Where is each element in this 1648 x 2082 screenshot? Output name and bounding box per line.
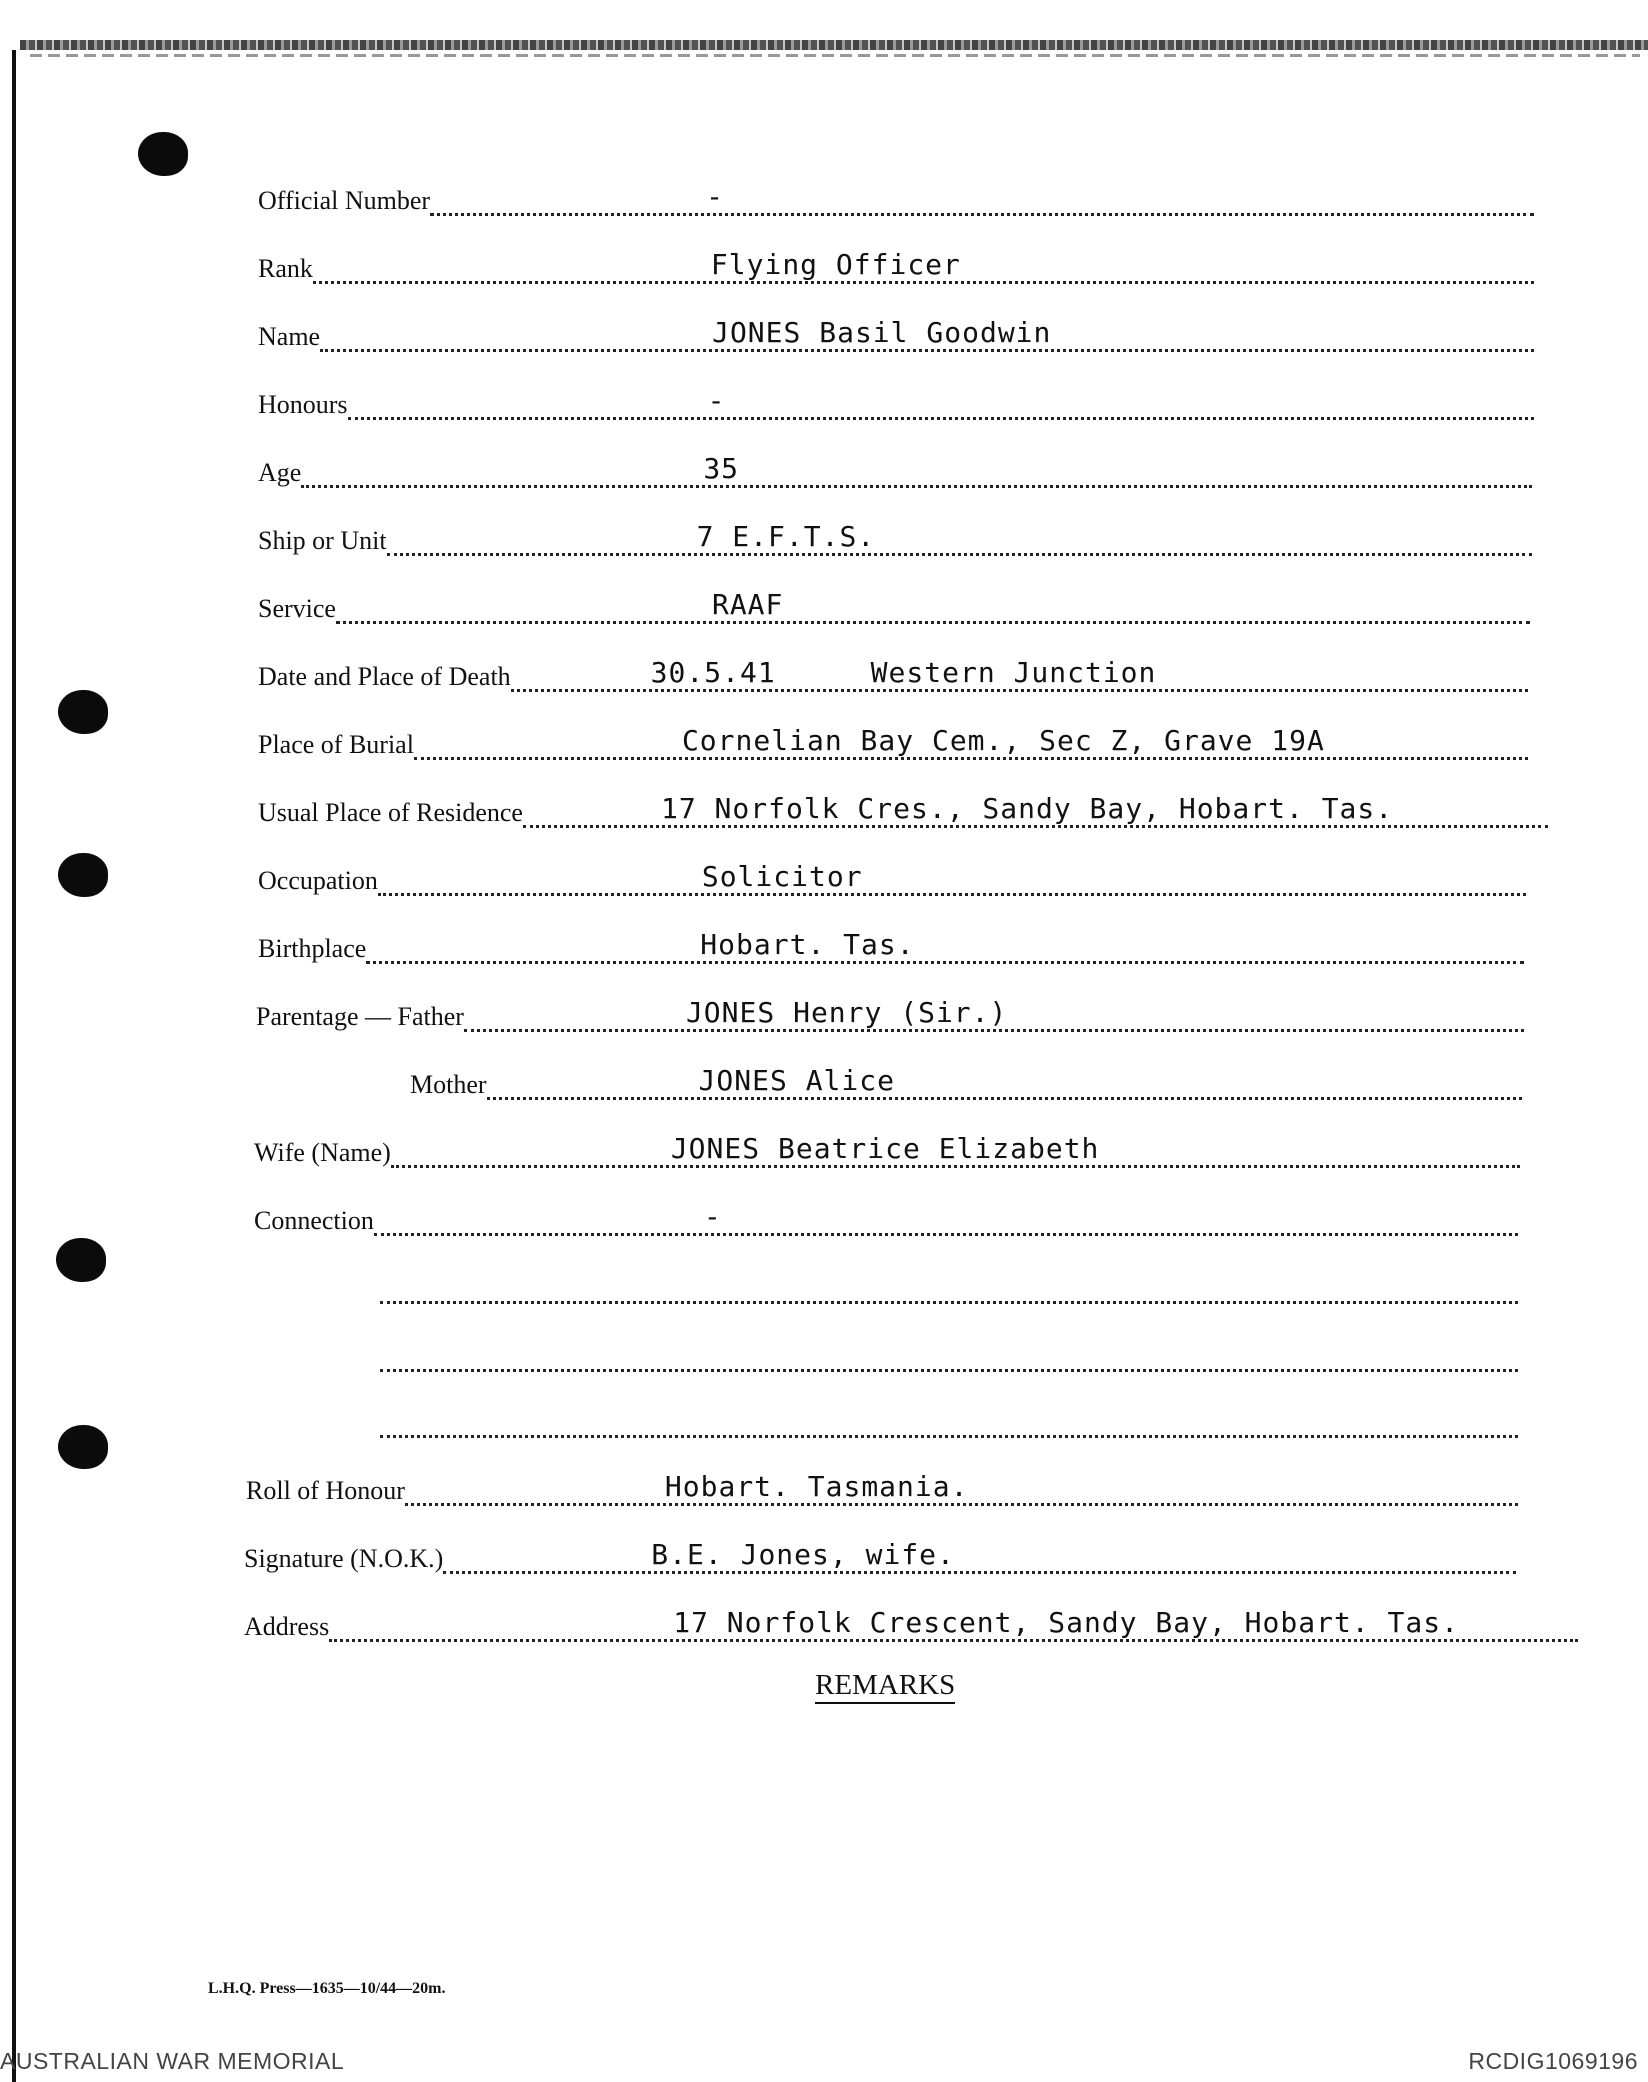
scan-left-edge (12, 50, 16, 2082)
footer-record-id: RCDIG1069196 (1468, 2048, 1638, 2074)
field-line (511, 653, 1528, 692)
scan-top-edge-trace (30, 54, 1640, 57)
field-value: JONES Basil Goodwin (712, 316, 1052, 349)
field-value-place: Western Junction (870, 656, 1157, 689)
field-label: Usual Place of Residence (258, 798, 523, 827)
connection-continuation-line (380, 1406, 1518, 1442)
field-value: Hobart. Tas. (700, 928, 915, 961)
field-label: Honours (258, 390, 348, 419)
field-value: JONES Beatrice Elizabeth (670, 1132, 1100, 1165)
field-value-date: 30.5.41 (650, 656, 776, 689)
field-connection (254, 1200, 1518, 1240)
field-father (256, 996, 1524, 1036)
field-line (380, 1265, 1518, 1304)
field-line (374, 1197, 1518, 1236)
field-line (378, 857, 1526, 896)
field-label: Birthplace (258, 934, 367, 963)
field-death (258, 656, 1528, 696)
field-label: Place of Burial (258, 730, 414, 759)
connection-continuation-line (380, 1272, 1518, 1308)
field-value: 17 Norfolk Cres., Sandy Bay, Hobart. Tas. (660, 792, 1394, 825)
field-birthplace (258, 928, 1524, 968)
field-value: - (703, 1200, 722, 1233)
field-value: 35 (703, 452, 740, 485)
field-label: Name (258, 322, 321, 351)
field-line (301, 449, 1532, 488)
field-line (366, 925, 1524, 964)
field-value: Hobart. Tasmania. (664, 1470, 969, 1503)
field-name (258, 316, 1534, 356)
scan-top-edge (20, 40, 1648, 50)
punch-hole-icon (56, 1238, 106, 1282)
field-line (336, 585, 1530, 624)
field-value: Cornelian Bay Cem., Sec Z, Grave 19A (681, 724, 1325, 757)
field-line (313, 245, 1534, 284)
field-label: Wife (Name) (254, 1138, 391, 1167)
field-label: Roll of Honour (246, 1476, 405, 1505)
field-ship-or-unit (258, 520, 1532, 560)
field-signature (244, 1538, 1516, 1578)
field-label: Connection (254, 1206, 374, 1235)
field-label: Ship or Unit (258, 526, 387, 555)
field-value: Flying Officer (710, 248, 961, 281)
field-label: Signature (N.O.K.) (244, 1544, 444, 1573)
field-value: - (707, 384, 726, 417)
field-residence (258, 792, 1548, 832)
field-label: Mother (410, 1070, 487, 1099)
footer-institution: AUSTRALIAN WAR MEMORIAL (0, 2048, 345, 2074)
field-line (523, 789, 1548, 828)
field-value: - (706, 180, 724, 213)
field-line (329, 1603, 1578, 1642)
field-label: Service (258, 594, 336, 623)
punch-hole-icon (58, 690, 108, 734)
remarks-heading: REMARKS (815, 1671, 955, 1704)
punch-hole-icon (138, 132, 188, 176)
field-value: JONES Henry (Sir.) (685, 996, 1008, 1029)
field-label: Occupation (258, 866, 378, 895)
field-line (430, 177, 1534, 216)
punch-hole-icon (58, 1425, 108, 1469)
field-value: 7 E.F.T.S. (696, 520, 876, 553)
field-label: Official Number (258, 186, 431, 215)
field-roll-of-honour (246, 1470, 1518, 1510)
field-label: Date and Place of Death (258, 662, 511, 691)
field-line (348, 381, 1534, 420)
field-value: Solicitor (701, 860, 863, 893)
field-line (464, 993, 1524, 1032)
press-note: L.H.Q. Press—1635—10/44—20m. (208, 1980, 446, 1997)
field-value: JONES Alice (698, 1064, 895, 1097)
field-line (391, 1129, 1520, 1168)
field-value: 17 Norfolk Crescent, Sandy Bay, Hobart. Tas. (673, 1606, 1459, 1639)
field-line (320, 313, 1534, 352)
connection-continuation-line (380, 1340, 1518, 1376)
field-label: Address (244, 1612, 330, 1641)
field-address (244, 1606, 1578, 1646)
field-official-number (258, 180, 1534, 220)
field-line (380, 1333, 1518, 1372)
field-burial (258, 724, 1528, 764)
field-occupation (258, 860, 1526, 900)
field-honours (258, 384, 1534, 424)
field-value: RAAF (711, 588, 784, 621)
field-value: B.E. Jones, wife. (651, 1538, 955, 1571)
field-service (258, 588, 1530, 628)
field-label: Age (258, 458, 302, 487)
field-line (380, 1399, 1518, 1438)
field-line (443, 1535, 1516, 1574)
field-age (258, 452, 1532, 492)
field-wife (254, 1132, 1520, 1172)
field-label: Rank (258, 254, 313, 283)
punch-hole-icon (58, 853, 108, 897)
field-mother (410, 1064, 1522, 1104)
field-rank (258, 248, 1534, 288)
field-line (414, 721, 1528, 760)
field-line (405, 1467, 1518, 1506)
field-line (487, 1061, 1522, 1100)
field-line (387, 517, 1532, 556)
field-label: Parentage — Father (256, 1002, 464, 1031)
